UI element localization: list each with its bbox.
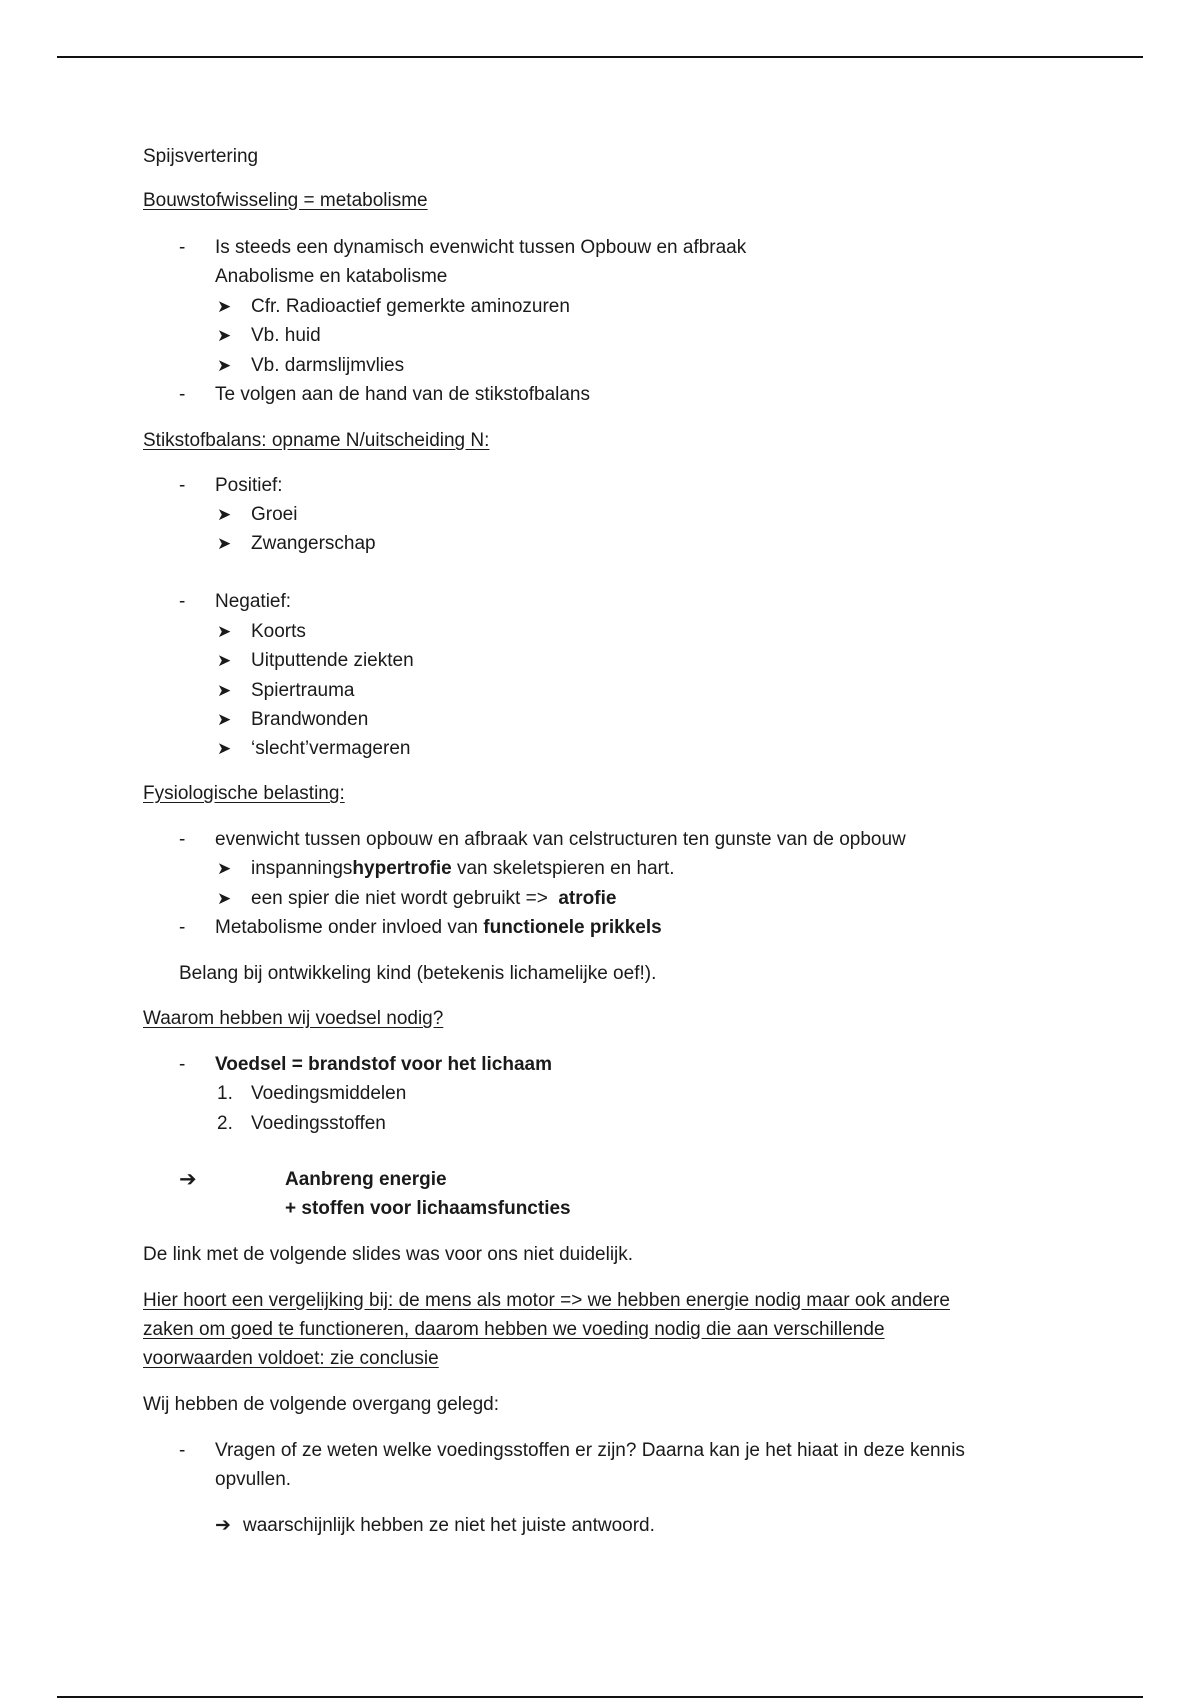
arrowhead-bullet-icon: ➤ <box>217 859 232 878</box>
header-rule <box>57 56 1143 58</box>
arrowhead-bullet-icon: ➤ <box>217 505 232 524</box>
text-fragment: Metabolisme onder invloed van <box>215 917 484 938</box>
heading-metabolisme: Bouwstofwisseling = metabolisme <box>143 190 428 211</box>
list-number: 2. <box>217 1113 233 1134</box>
arrowhead-bullet-icon: ➤ <box>217 622 232 641</box>
underlined-paragraph-line: zaken om goed te functioneren, daarom hebben we voeding nodig die aan verschillende <box>143 1319 885 1340</box>
sub-list-item: Brandwonden <box>251 709 369 730</box>
arrowhead-bullet-icon: ➤ <box>217 739 232 758</box>
list-item-continuation: opvullen. <box>215 1469 292 1490</box>
arrowhead-bullet-icon: ➤ <box>217 297 232 316</box>
sub-list-item: Groei <box>251 504 298 525</box>
footer-rule <box>57 1696 1143 1698</box>
sub-list-item <box>251 857 675 881</box>
underlined-paragraph-line: voorwaarden voldoet: zie conclusie <box>143 1348 439 1369</box>
bold-arrow-icon: ➔ <box>215 1515 231 1536</box>
text-fragment: een spier die niet wordt gebruikt => <box>251 888 559 909</box>
sub-list-item: Koorts <box>251 621 306 642</box>
list-item-bold: Voedsel = brandstof voor het lichaam <box>215 1054 552 1075</box>
dash-bullet: - <box>179 917 186 938</box>
dash-bullet: - <box>179 591 186 612</box>
paragraph: De link met de volgende slides was voor ons niet duidelijk. <box>143 1244 634 1265</box>
underlined-paragraph-line: Hier hoort een vergelijking bij: de mens als motor => we hebben energie nodig maar ook andere <box>143 1290 950 1311</box>
arrowhead-bullet-icon: ➤ <box>217 710 232 729</box>
heading-stikstofbalans: Stikstofbalans: opname N/uitscheiding N: <box>143 430 490 451</box>
sub-list-item: Cfr. Radioactief gemerkte aminozuren <box>251 296 570 317</box>
arrowhead-bullet-icon: ➤ <box>217 534 232 553</box>
sub-list-item: Vb. huid <box>251 325 321 346</box>
negative-label: Negatief: <box>215 591 292 612</box>
text-fragment: van skeletspieren en hart. <box>451 858 675 879</box>
list-item: Vragen of ze weten welke voedingsstoffen er zijn? Daarna kan je het hiaat in deze kennis <box>215 1440 965 1461</box>
numbered-item: Voedingsstoffen <box>251 1113 386 1134</box>
positive-label: Positief: <box>215 475 283 496</box>
dash-bullet: - <box>179 1440 186 1461</box>
arrowhead-bullet-icon: ➤ <box>217 356 232 375</box>
list-number: 1. <box>217 1083 233 1104</box>
heading-fysiologische-belasting: Fysiologische belasting: <box>143 783 345 804</box>
bold-term: hypertrofie <box>352 858 452 879</box>
dash-bullet: - <box>179 1054 186 1075</box>
sub-list-item: Vb. darmslijmvlies <box>251 355 405 376</box>
list-item: Is steeds een dynamisch evenwicht tussen Opbouw en afbraak <box>215 237 747 258</box>
sub-list-item: Spiertrauma <box>251 680 355 701</box>
dash-bullet: - <box>179 475 186 496</box>
list-item-continuation: Anabolisme en katabolisme <box>215 266 448 287</box>
arrowhead-bullet-icon: ➤ <box>217 889 232 908</box>
list-item: evenwicht tussen opbouw en afbraak van celstructuren ten gunste van de opbouw <box>215 829 906 850</box>
dash-bullet: - <box>179 384 186 405</box>
sub-list-item: Zwangerschap <box>251 533 376 554</box>
bold-term: atrofie <box>558 888 617 909</box>
heading-waarom-voedsel: Waarom hebben wij voedsel nodig? <box>143 1008 444 1029</box>
arrow-text: Aanbreng energie <box>285 1169 447 1190</box>
arrowhead-bullet-icon: ➤ <box>217 651 232 670</box>
dash-bullet: - <box>179 237 186 258</box>
arrow-text: + stoffen voor lichaamsfuncties <box>285 1198 571 1219</box>
bold-arrow-icon: ➔ <box>179 1168 197 1191</box>
arrowhead-bullet-icon: ➤ <box>217 326 232 345</box>
sub-list-item: Uitputtende ziekten <box>251 650 414 671</box>
dash-bullet: - <box>179 829 186 850</box>
conclusion-text: waarschijnlijk hebben ze niet het juiste antwoord. <box>243 1515 655 1536</box>
sub-list-item: ‘slecht’vermageren <box>251 738 411 759</box>
text-fragment: inspannings <box>251 858 353 879</box>
paragraph: Wij hebben de volgende overgang gelegd: <box>143 1394 499 1415</box>
numbered-item: Voedingsmiddelen <box>251 1083 407 1104</box>
note-paragraph: Belang bij ontwikkeling kind (betekenis lichamelijke oef!). <box>179 963 657 984</box>
list-item: Te volgen aan de hand van de stikstofbalans <box>215 384 590 405</box>
bold-term: functionele prikkels <box>483 917 662 938</box>
sub-list-item <box>251 887 616 911</box>
arrowhead-bullet-icon: ➤ <box>217 681 232 700</box>
list-item <box>215 916 662 940</box>
document-title: Spijsvertering <box>143 146 259 167</box>
